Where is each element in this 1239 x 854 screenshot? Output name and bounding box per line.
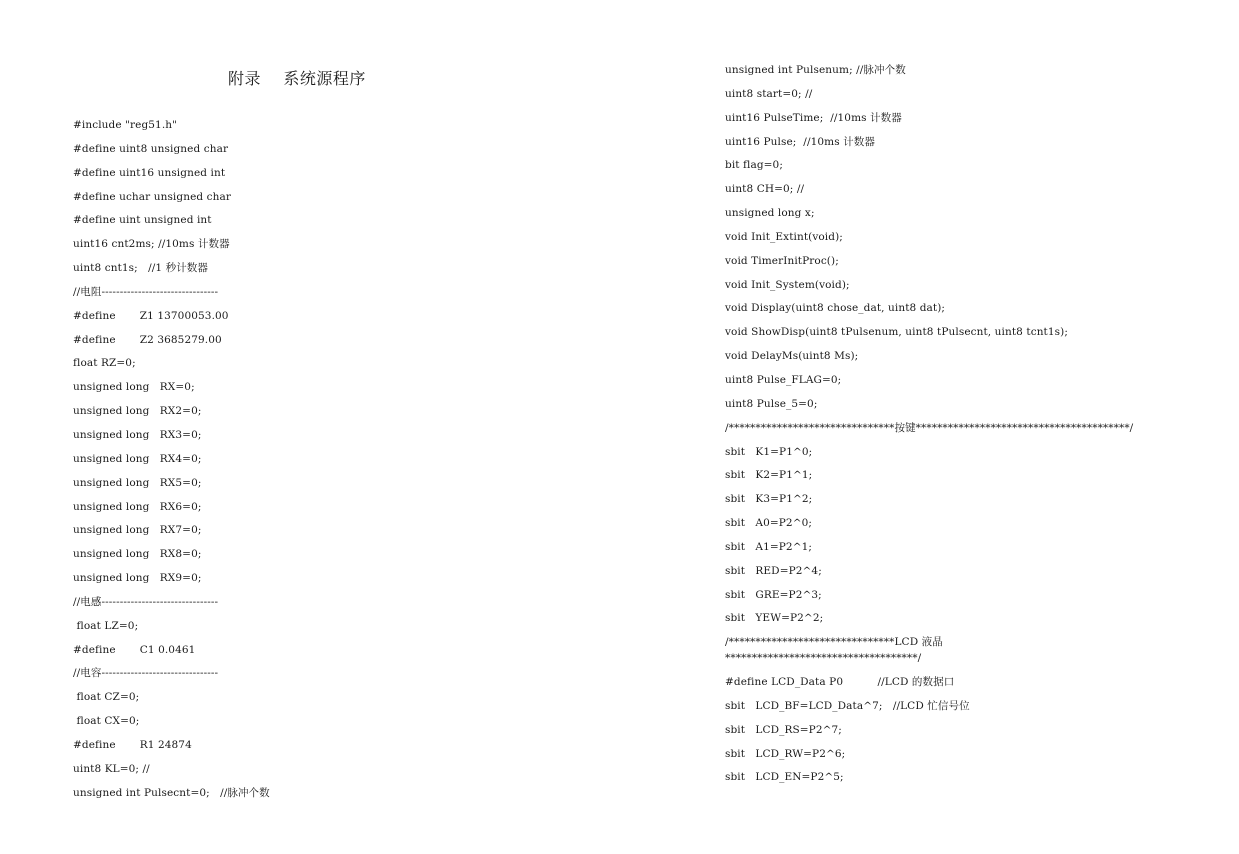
code-line: unsigned int Pulsecnt=0; //脉冲个数 <box>73 786 270 799</box>
code-column-right <box>725 62 1225 793</box>
code-line: void DelayMs(uint8 Ms); <box>725 350 859 363</box>
code-line: sbit LCD_RS=P2^7; <box>725 723 842 736</box>
code-line: unsigned long RX8=0; <box>73 548 202 561</box>
code-line: void ShowDisp(uint8 tPulsenum, uint8 tPulsecnt, uint8 tcnt1s); <box>725 326 1068 339</box>
code-line: float RZ=0; <box>73 357 136 370</box>
code-line: void TimerInitProc(); <box>725 254 839 267</box>
code-line: ************************************/ <box>725 652 922 665</box>
code-line: #define uint unsigned int <box>73 214 212 227</box>
code-line: sbit YEW=P2^2; <box>725 612 824 625</box>
code-line: unsigned long x; <box>725 207 815 220</box>
code-line: uint16 Pulse; //10ms 计数器 <box>725 135 875 148</box>
code-line: uint8 start=0; // <box>725 87 813 100</box>
code-line: /*******************************LCD 液晶 <box>725 636 943 649</box>
code-line: sbit RED=P2^4; <box>725 564 822 577</box>
code-line: float LZ=0; <box>73 619 139 632</box>
code-line: /*******************************按键****************************************/ <box>725 421 1134 434</box>
code-line: uint8 CH=0; // <box>725 183 805 196</box>
code-line: //电感-------------------------------- <box>73 595 219 608</box>
code-line: sbit LCD_RW=P2^6; <box>725 747 846 760</box>
code-line: sbit GRE=P2^3; <box>725 588 822 601</box>
code-line: unsigned long RX2=0; <box>73 405 202 418</box>
code-line: #define uint8 unsigned char <box>73 142 229 155</box>
code-line: sbit A0=P2^0; <box>725 517 813 530</box>
code-line: sbit A1=P2^1; <box>725 540 813 553</box>
code-line: #define R1 24874 <box>73 738 192 751</box>
code-line: #define Z2 3685279.00 <box>73 333 222 346</box>
code-line: #define LCD_Data P0 //LCD 的数据口 <box>725 676 955 689</box>
code-line: void Init_Extint(void); <box>725 230 843 243</box>
code-line: unsigned long RX4=0; <box>73 452 202 465</box>
code-line: float CX=0; <box>73 715 140 728</box>
code-line: void Init_System(void); <box>725 278 850 291</box>
code-line: unsigned long RX5=0; <box>73 476 202 489</box>
code-line: unsigned int Pulsenum; //脉冲个数 <box>725 64 906 76</box>
code-line: bit flag=0; <box>725 159 783 172</box>
code-line: sbit K3=P1^2; <box>725 493 813 506</box>
code-line: sbit LCD_BF=LCD_Data^7; //LCD 忙信号位 <box>725 699 970 712</box>
code-line: unsigned long RX9=0; <box>73 572 202 585</box>
code-line: #define uchar unsigned char <box>73 190 231 203</box>
code-line: void Display(uint8 chose_dat, uint8 dat); <box>725 302 946 315</box>
code-line: sbit K2=P1^1; <box>725 469 813 482</box>
code-line: #define Z1 13700053.00 <box>73 309 229 322</box>
code-line: #define uint16 unsigned int <box>73 166 226 179</box>
code-line: uint8 KL=0; // <box>73 762 150 775</box>
code-line: //电容-------------------------------- <box>73 667 219 680</box>
code-line: uint8 cnt1s; //1 秒计数器 <box>73 262 208 275</box>
code-column-left <box>73 117 633 808</box>
code-line: unsigned long RX3=0; <box>73 428 202 441</box>
code-line: unsigned long RX6=0; <box>73 500 202 513</box>
page-title: 附录 系统源程序 <box>228 69 366 88</box>
code-line: float CZ=0; <box>73 691 140 704</box>
code-line: #define C1 0.0461 <box>73 643 196 656</box>
code-line: sbit LCD_EN=P2^5; <box>725 771 844 784</box>
code-line: uint8 Pulse_5=0; <box>725 397 818 410</box>
code-line: unsigned long RX7=0; <box>73 524 202 537</box>
code-line: sbit K1=P1^0; <box>725 445 813 458</box>
code-line: unsigned long RX=0; <box>73 381 195 394</box>
code-line: //电阻-------------------------------- <box>73 285 219 298</box>
code-line: #include "reg51.h" <box>73 119 178 131</box>
code-line: uint16 cnt2ms; //10ms 计数器 <box>73 238 230 251</box>
code-line: uint16 PulseTime; //10ms 计数器 <box>725 111 902 124</box>
code-line: uint8 Pulse_FLAG=0; <box>725 373 842 386</box>
